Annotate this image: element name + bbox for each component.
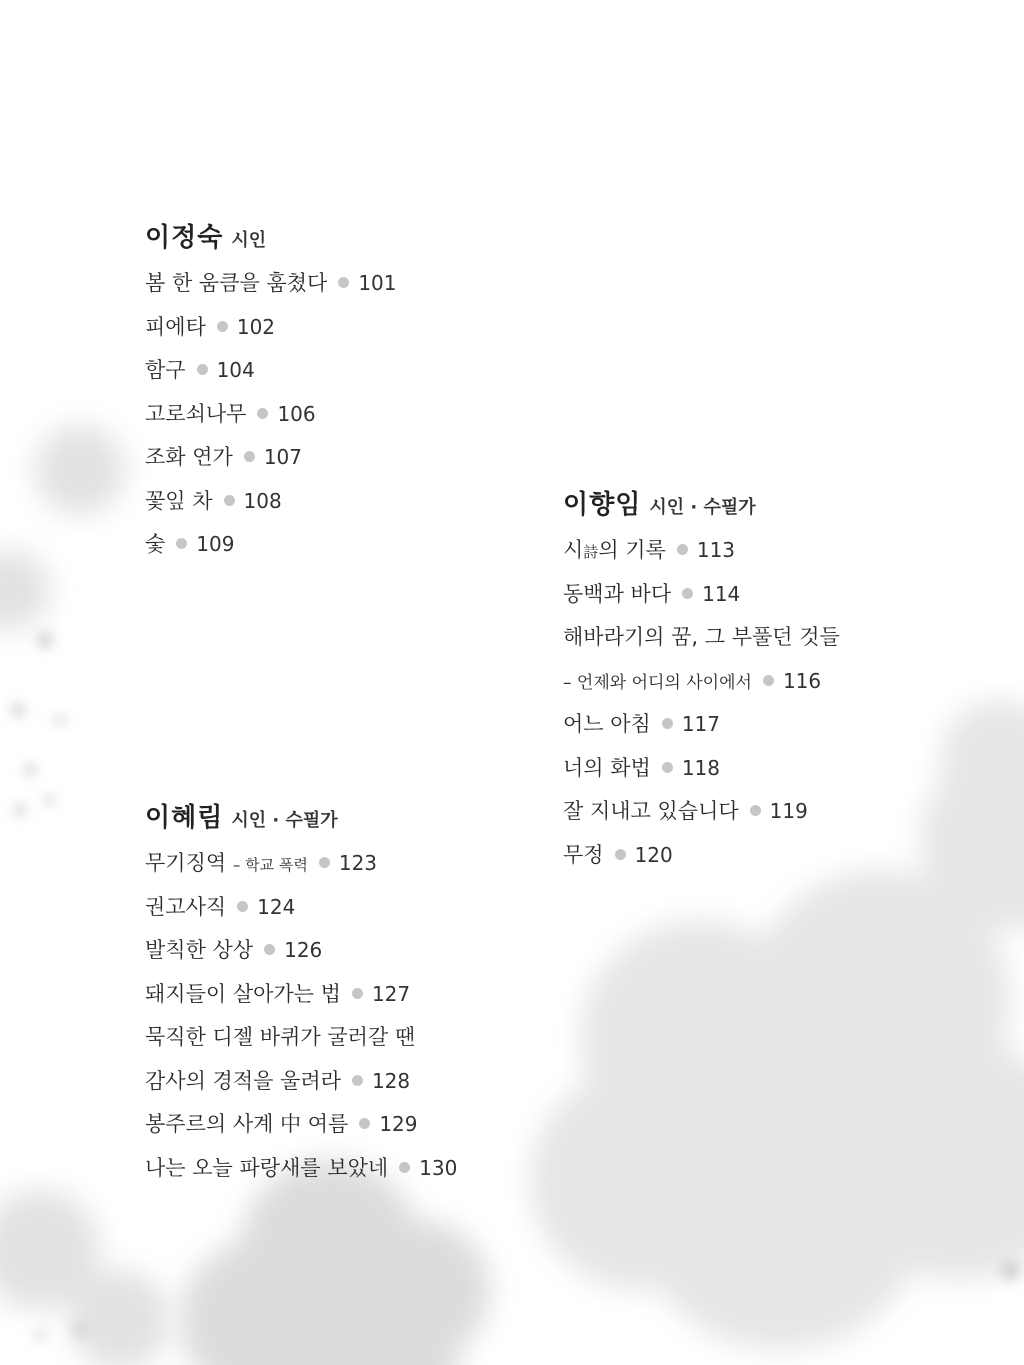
entry-title: 피에타: [145, 314, 206, 339]
page-number: 104: [216, 358, 255, 382]
bullet-dot-icon: [763, 675, 774, 686]
entry-title: 숯: [145, 532, 166, 556]
toc-entry: [145, 399, 397, 443]
entry-title-hanja: 詩: [583, 543, 599, 561]
page-number: 119: [769, 799, 808, 823]
author-section-1: [145, 220, 397, 573]
page-number: 101: [358, 271, 397, 295]
entry-title: 무정: [563, 842, 604, 867]
bullet-dot-icon: [662, 762, 673, 773]
bullet-dot-icon: [662, 718, 673, 729]
bullet-dot-icon: [352, 1075, 363, 1086]
bullet-dot-icon: [359, 1118, 370, 1129]
page-number: 124: [257, 894, 296, 919]
toc-entry: [145, 268, 397, 312]
author-heading: [145, 220, 397, 268]
toc-entry: [145, 486, 397, 530]
entry-title: 해바라기의 꿈, 그 부풀던 것들: [563, 625, 840, 649]
author-heading: [563, 487, 840, 535]
bullet-dot-icon: [244, 451, 255, 462]
page-number: 128: [371, 1068, 411, 1093]
entry-title: 꽃잎 차: [145, 488, 213, 513]
toc-entry: [145, 355, 397, 399]
entry-title-rest: 의 기록: [598, 538, 666, 562]
bullet-dot-icon: [319, 857, 330, 868]
page-number: 126: [284, 938, 323, 962]
toc-entry: [563, 622, 840, 666]
page-number: 123: [338, 851, 378, 875]
toc-entry: [563, 753, 840, 797]
entry-title-prefix: 시: [563, 538, 584, 562]
toc-entry: [145, 979, 457, 1023]
page-number: 107: [263, 445, 303, 469]
page-number: 117: [681, 712, 721, 736]
entry-title: 어느 아침: [563, 712, 651, 736]
bullet-dot-icon: [197, 364, 208, 375]
bullet-dot-icon: [615, 849, 626, 860]
toc-entry: [145, 312, 397, 356]
entry-title: 조화 연가: [145, 445, 233, 469]
author-section-2: [563, 487, 840, 883]
toc-entry: [563, 796, 840, 840]
entry-title: 함구: [145, 358, 186, 382]
toc-entry: [145, 529, 397, 573]
page-number: 108: [243, 488, 282, 513]
bullet-dot-icon: [677, 544, 688, 555]
entry-title: 동백과 바다: [563, 581, 672, 606]
toc-entry: [145, 1022, 457, 1066]
toc-entry: [145, 1153, 457, 1197]
entry-title: 봉주르의 사계 中 여름: [145, 1112, 349, 1136]
entry-subtitle: – 학교 폭력: [232, 856, 308, 874]
toc-entry: [145, 1066, 457, 1110]
entry-title: 너의 화법: [563, 755, 651, 780]
entry-title: 묵직한 디젤 바퀴가 굴러갈 땐: [145, 1025, 416, 1049]
toc-entry: [145, 442, 397, 486]
entry-title: 무기징역: [145, 851, 227, 875]
entry-title: 감사의 경적을 울려라: [145, 1068, 341, 1093]
page-number: 114: [702, 581, 741, 606]
author-role: 시인 · 수필가: [649, 497, 756, 518]
page-number: 118: [681, 755, 721, 780]
bullet-dot-icon: [224, 495, 235, 506]
bullet-dot-icon: [750, 805, 761, 816]
toc-entry: [563, 840, 840, 884]
author-role: 시인 · 수필가: [231, 810, 338, 831]
bullet-dot-icon: [352, 988, 363, 999]
toc-entry: [563, 709, 840, 753]
page-number: 129: [379, 1112, 418, 1136]
bullet-dot-icon: [257, 408, 268, 419]
toc-entry: [145, 892, 457, 936]
toc-entry-subtitle: [563, 666, 840, 710]
entry-title: 고로쇠나무: [145, 401, 247, 426]
entry-title: – 언제와 어디의 사이에서: [563, 672, 752, 693]
bullet-dot-icon: [682, 588, 693, 599]
entry-title: 잘 지내고 있습니다: [563, 799, 739, 823]
entry-title: 나는 오늘 파랑새를 보았네: [145, 1155, 389, 1180]
entry-title: 돼지들이 살아가는 법: [145, 981, 341, 1006]
author-role: 시인: [231, 230, 267, 251]
page-number: 106: [277, 401, 316, 426]
bullet-dot-icon: [176, 538, 187, 549]
author-heading: [145, 800, 457, 848]
toc-entry: [563, 535, 840, 579]
bullet-dot-icon: [399, 1162, 410, 1173]
entry-title: 권고사직: [145, 894, 227, 919]
page-number: 116: [782, 668, 822, 693]
toc-entry: [145, 848, 457, 892]
page-number: 113: [696, 538, 736, 562]
bullet-dot-icon: [264, 944, 275, 955]
bullet-dot-icon: [237, 901, 248, 912]
toc-entry: [563, 579, 840, 623]
bullet-dot-icon: [217, 321, 228, 332]
author-name: 이정숙: [145, 223, 224, 253]
page-number: 130: [419, 1155, 458, 1180]
toc-entry: [145, 1109, 457, 1153]
toc-entry: [145, 935, 457, 979]
author-name: 이향임: [563, 490, 642, 520]
entry-title: 봄 한 움큼을 훔쳤다: [145, 271, 328, 295]
bullet-dot-icon: [338, 277, 349, 288]
entry-title: 발칙한 상상: [145, 938, 254, 962]
author-section-3: [145, 800, 457, 1196]
page-number: 102: [236, 314, 276, 339]
page-number: 120: [634, 842, 673, 867]
page-number: 127: [371, 981, 411, 1006]
author-name: 이혜림: [145, 803, 224, 833]
page-number: 109: [196, 532, 235, 556]
